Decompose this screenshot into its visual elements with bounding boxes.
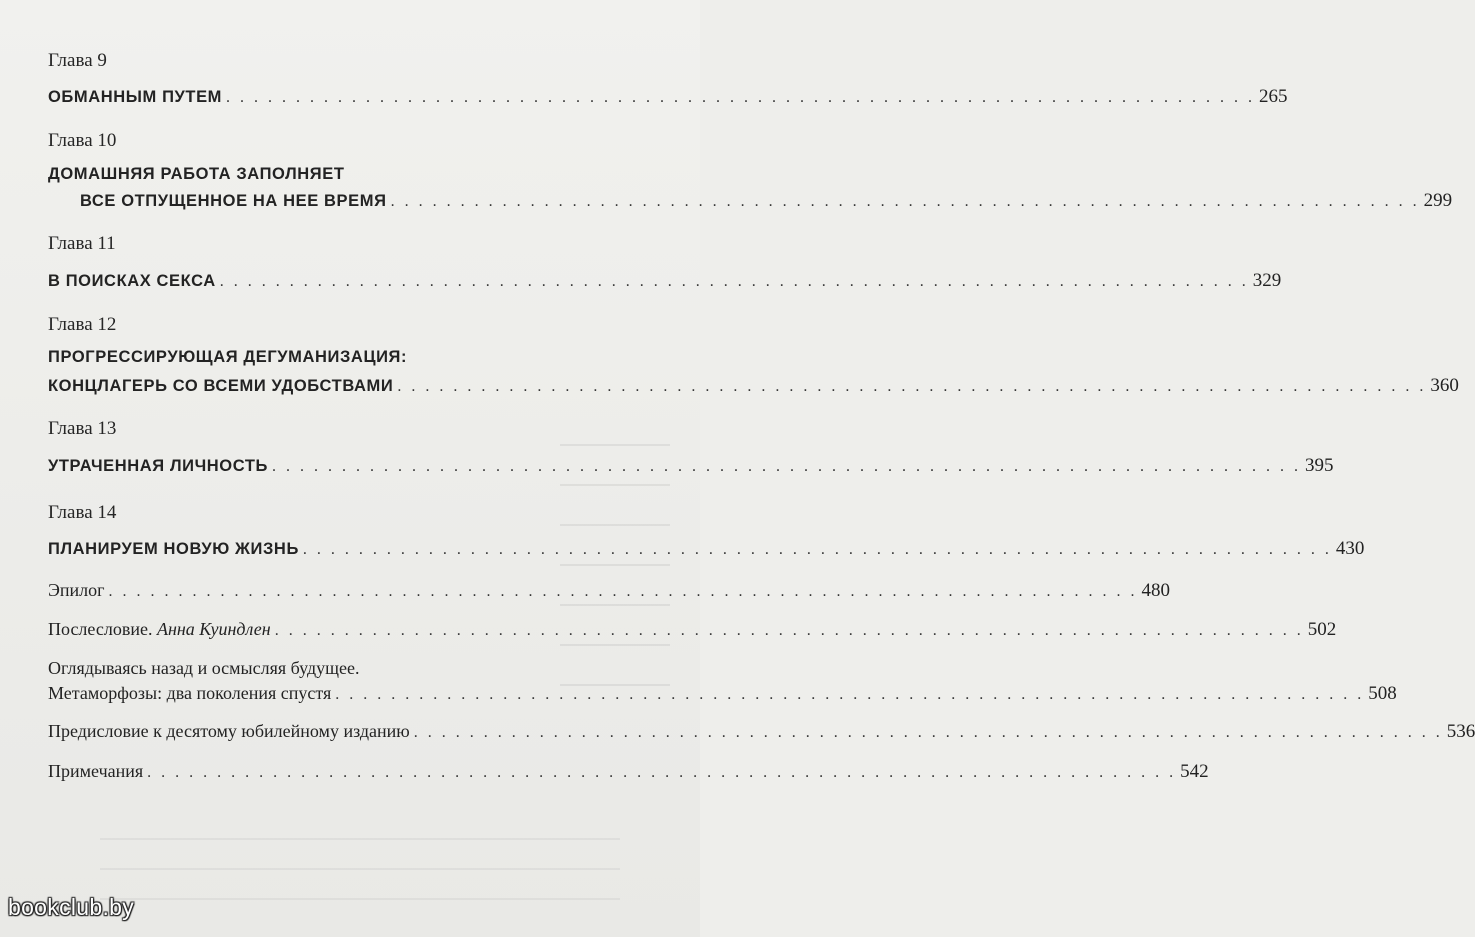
chapter-13-label: Глава 13 bbox=[48, 418, 117, 439]
dot-leader: . . . . . . . . . . . . . . . . . . . . . . . . . . . . . . . . . . . . . . . . . . . . . . . . . . . . . . . . . . . . . . . . . . . . . . . . . . bbox=[390, 193, 1420, 210]
chapter-11-label: Глава 11 bbox=[48, 233, 116, 254]
chapter-14-label: Глава 14 bbox=[48, 502, 117, 523]
toc-entry-title: УТРАЧЕННАЯ ЛИЧНОСТЬ bbox=[48, 457, 268, 475]
site-watermark: bookclub.by bbox=[8, 894, 135, 920]
afterword-label: Послесловие. bbox=[48, 619, 153, 639]
toc-entry-title: ПЛАНИРУЕМ НОВУЮ ЖИЗНЬ bbox=[48, 540, 299, 558]
dot-leader: . . . . . . . . . . . . . . . . . . . . . . . . . . . . . . . . . . . . . . . . . . . . . . . . . . . . . . . . . . . . . . . . . . . . . . . . . . bbox=[226, 89, 1256, 106]
toc-entry-title-line-2: Метаморфозы: два поколения спустя bbox=[48, 683, 332, 703]
toc-page-number: 299 bbox=[1423, 190, 1453, 211]
toc-entry-title-line-1: Оглядываясь назад и осмысляя будущее. bbox=[48, 658, 360, 678]
toc-entry-title: Эпилог bbox=[48, 580, 105, 600]
toc-entry-title: В ПОИСКАХ СЕКСА bbox=[48, 272, 216, 290]
dot-leader: . . . . . . . . . . . . . . . . . . . . . . . . . . . . . . . . . . . . . . . . . . . . . . . . . . . . . . . . . . . . . . . . . . . . . . . . . . bbox=[271, 458, 1301, 475]
dot-leader: . . . . . . . . . . . . . . . . . . . . . . . . . . . . . . . . . . . . . . . . . . . . . . . . . . . . . . . . . . . . . . . . . . . . . . . . . . bbox=[413, 724, 1443, 741]
dot-leader: . . . . . . . . . . . . . . . . . . . . . . . . . . . . . . . . . . . . . . . . . . . . . . . . . . . . . . . . . . . . . . . . . . . . . . . . . . bbox=[219, 273, 1249, 290]
toc-entry-notes bbox=[48, 761, 1209, 783]
toc-page-number: 360 bbox=[1430, 375, 1459, 396]
toc-entry-title-line-2: КОНЦЛАГЕРЬ СО ВСЕМИ УДОБСТВАМИ bbox=[48, 377, 394, 395]
toc-page-number: 395 bbox=[1304, 455, 1334, 476]
dot-leader: . . . . . . . . . . . . . . . . . . . . . . . . . . . . . . . . . . . . . . . . . . . . . . . . . . . . . . . . . . . . . . . . . . . . . . . . . . bbox=[397, 378, 1427, 395]
toc-entry-chapter-10 bbox=[80, 190, 1453, 212]
chapter-9-label: Глава 9 bbox=[48, 50, 107, 71]
toc-page-number: 329 bbox=[1252, 270, 1282, 291]
bleed-through-texture bbox=[560, 420, 670, 720]
dot-leader: . . . . . . . . . . . . . . . . . . . . . . . . . . . . . . . . . . . . . . . . . . . . . . . . . . . . . . . . . . . . . . . . . . . . . . . . . . bbox=[274, 622, 1304, 639]
dot-leader: . . . . . . . . . . . . . . . . . . . . . . . . . . . . . . . . . . . . . . . . . . . . . . . . . . . . . . . . . . . . . . . . . . . . . . . . . . bbox=[302, 541, 1332, 558]
dot-leader: . . . . . . . . . . . . . . . . . . . . . . . . . . . . . . . . . . . . . . . . . . . . . . . . . . . . . . . . . . . . . . . . . . . . . . . . . . bbox=[147, 764, 1177, 781]
dot-leader: . . . . . . . . . . . . . . . . . . . . . . . . . . . . . . . . . . . . . . . . . . . . . . . . . . . . . . . . . . . . . . . . . . . . . . . . . . bbox=[108, 583, 1138, 600]
toc-page-number: 502 bbox=[1307, 619, 1337, 640]
bleed-through-texture-lower bbox=[100, 820, 620, 910]
dot-leader: . . . . . . . . . . . . . . . . . . . . . . . . . . . . . . . . . . . . . . . . . . . . . . . . . . . . . . . . . . . . . . . . . . . . . . . . . . bbox=[335, 686, 1365, 703]
toc-entry-chapter-12 bbox=[48, 375, 1459, 397]
toc-entry-title-line-1: ДОМАШНЯЯ РАБОТА ЗАПОЛНЯЕТ bbox=[48, 165, 345, 183]
toc-page-number: 542 bbox=[1180, 761, 1209, 782]
toc-entry-title-line-1: ПРОГРЕССИРУЮЩАЯ ДЕГУМАНИЗАЦИЯ: bbox=[48, 348, 408, 366]
toc-page-number: 508 bbox=[1368, 683, 1397, 704]
toc-entry-title-line-2: ВСЕ ОТПУЩЕННОЕ НА НЕЕ ВРЕМЯ bbox=[80, 192, 387, 210]
toc-page-number: 536 bbox=[1446, 721, 1475, 742]
toc-entry-title: Примечания bbox=[48, 761, 144, 781]
toc-entry-chapter-9 bbox=[48, 86, 1288, 108]
toc-entry-title bbox=[48, 619, 271, 640]
chapter-12-label: Глава 12 bbox=[48, 314, 117, 335]
author-name: Анна Куиндлен bbox=[156, 619, 271, 639]
toc-page-number: 265 bbox=[1259, 86, 1288, 107]
toc-entry-preface bbox=[48, 721, 1475, 743]
toc-page-number: 480 bbox=[1141, 580, 1171, 601]
toc-entry-title: Предисловие к десятому юбилейному изданию bbox=[48, 721, 410, 741]
toc-entry-chapter-11 bbox=[48, 270, 1282, 292]
toc-page-number: 430 bbox=[1335, 538, 1365, 559]
chapter-10-label: Глава 10 bbox=[48, 130, 117, 151]
toc-entry-title: ОБМАННЫМ ПУТЕМ bbox=[48, 88, 223, 106]
